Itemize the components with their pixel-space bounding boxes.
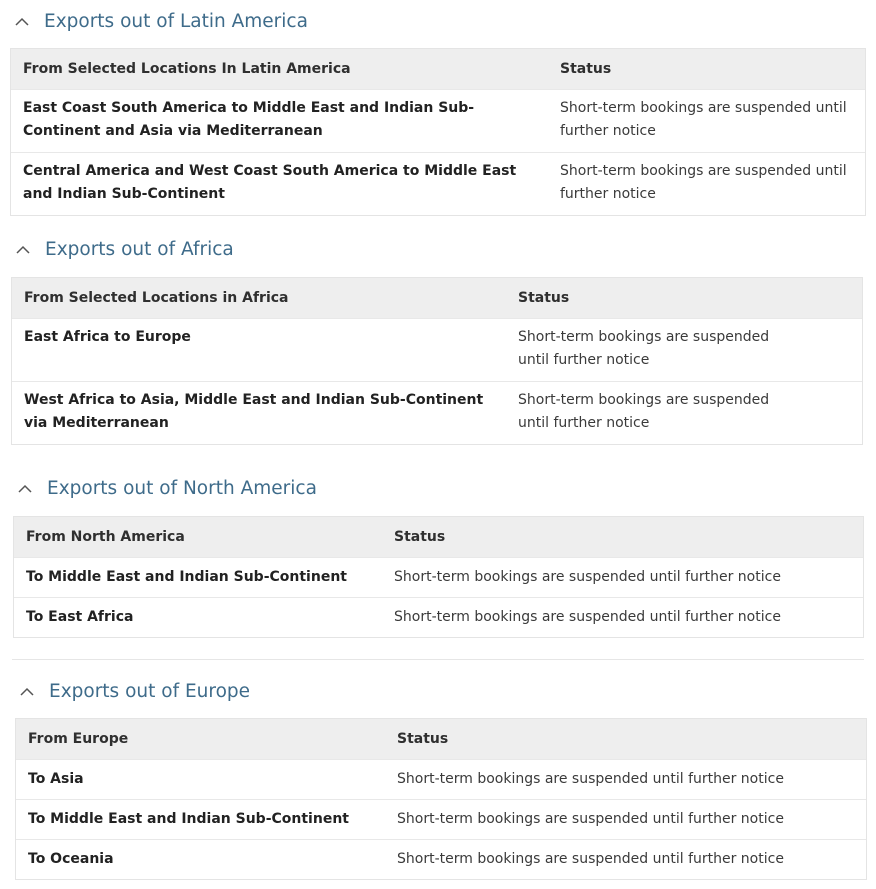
route-cell: To East Africa xyxy=(26,609,134,625)
section-toggle-europe[interactable] xyxy=(15,676,867,706)
column-header-from: From Europe xyxy=(28,730,129,747)
chevron-up-icon xyxy=(12,11,32,31)
column-header-status: Status xyxy=(518,289,570,306)
section-title: Exports out of Europe xyxy=(49,680,251,702)
table-row xyxy=(16,799,866,839)
table-header-row xyxy=(12,278,862,318)
table-row xyxy=(14,557,863,597)
chevron-up-icon xyxy=(13,239,33,259)
status-cell: Short-term bookings are suspended until further notice xyxy=(560,163,847,202)
table-row xyxy=(12,318,862,381)
section-africa xyxy=(11,234,863,431)
route-cell: Central America and West Coast South America to Middle East and Indian Sub-Continent xyxy=(23,163,517,202)
route-cell: West Africa to Asia, Middle East and Indian Sub-Continent via Mediterranean xyxy=(24,392,484,431)
table-row xyxy=(12,381,862,444)
exports-table xyxy=(15,718,867,880)
table-row xyxy=(11,152,865,215)
status-cell: Short-term bookings are suspended until further notice xyxy=(518,329,770,368)
status-cell: Short-term bookings are suspended until further notice xyxy=(397,811,784,827)
column-header-from: From North America xyxy=(26,528,185,545)
section-latin-america xyxy=(10,6,866,202)
table-header-row xyxy=(11,49,865,89)
chevron-up-icon xyxy=(17,681,37,701)
route-cell: To Middle East and Indian Sub-Continent xyxy=(26,569,347,585)
route-cell: East Coast South America to Middle East and Indian Sub-Continent and Asia via Mediterranean xyxy=(23,100,475,139)
route-cell: To Oceania xyxy=(28,851,114,867)
status-cell: Short-term bookings are suspended until further notice xyxy=(394,569,781,585)
exports-table xyxy=(11,277,863,445)
table-row xyxy=(11,89,865,152)
route-cell: East Africa to Europe xyxy=(24,329,191,345)
status-cell: Short-term bookings are suspended until further notice xyxy=(518,392,770,431)
column-header-from: From Selected Locations In Latin America xyxy=(23,60,351,77)
section-north-america xyxy=(13,473,864,625)
section-toggle-africa[interactable] xyxy=(11,234,863,264)
section-toggle-latin-america[interactable] xyxy=(10,6,866,36)
status-cell: Short-term bookings are suspended until further notice xyxy=(397,851,784,867)
column-header-from: From Selected Locations in Africa xyxy=(24,289,289,306)
table-header-row xyxy=(14,517,863,557)
status-cell: Short-term bookings are suspended until further notice xyxy=(394,609,781,625)
table-row xyxy=(16,759,866,799)
section-title: Exports out of Latin America xyxy=(44,10,308,32)
chevron-up-icon xyxy=(15,478,35,498)
section-europe xyxy=(15,676,867,867)
route-cell: To Asia xyxy=(28,771,84,787)
status-cell: Short-term bookings are suspended until further notice xyxy=(560,100,847,139)
table-row xyxy=(16,839,866,879)
section-toggle-north-america[interactable] xyxy=(13,473,864,503)
status-cell: Short-term bookings are suspended until further notice xyxy=(397,771,784,787)
column-header-status: Status xyxy=(560,60,612,77)
section-title: Exports out of Africa xyxy=(45,238,234,260)
section-title: Exports out of North America xyxy=(47,477,317,499)
table-header-row xyxy=(16,719,866,759)
column-header-status: Status xyxy=(394,528,446,545)
exports-table xyxy=(13,516,864,638)
route-cell: To Middle East and Indian Sub-Continent xyxy=(28,811,349,827)
table-row xyxy=(14,597,863,637)
column-header-status: Status xyxy=(397,730,449,747)
exports-table xyxy=(10,48,866,216)
section-divider xyxy=(12,659,864,660)
